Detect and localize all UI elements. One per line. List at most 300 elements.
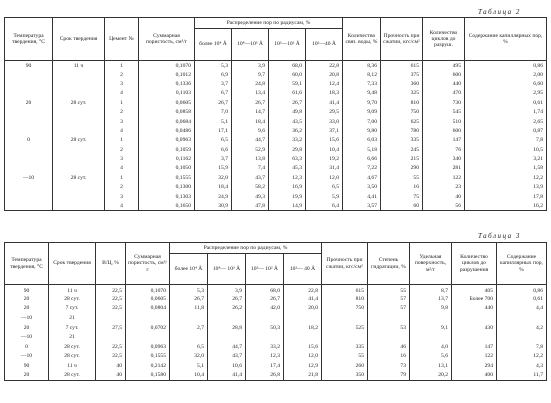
table-cell: 0,61	[465, 98, 547, 107]
table-cell	[322, 313, 368, 323]
table-row	[5, 126, 547, 135]
table-cell: 6,4	[306, 201, 343, 210]
table-cell: 58,2	[232, 183, 269, 192]
table-cell: 5,6	[410, 352, 452, 362]
table-cell: 20	[5, 294, 49, 304]
table-row	[5, 332, 547, 342]
table-cell: 9,7	[232, 70, 269, 79]
table-cell: 9,6	[232, 126, 269, 135]
table-cell: 1	[105, 98, 139, 107]
table-cell: 0,0804	[126, 304, 170, 314]
table-cell: 13,7	[410, 294, 452, 304]
table-cell: 0,1070	[139, 61, 195, 70]
table-cell	[497, 313, 547, 323]
table-cell: 21	[49, 313, 96, 323]
table-cell: 2	[105, 183, 139, 192]
table-cell: 8,12	[343, 70, 381, 79]
table-cell	[322, 332, 368, 342]
t3-h-temp: Температура твердения, °С	[5, 243, 49, 285]
table-cell: 12,0	[306, 173, 343, 182]
table-row	[5, 107, 547, 116]
table-row	[5, 89, 547, 98]
table-cell: 20	[5, 371, 49, 381]
table-row	[5, 98, 547, 107]
t2-h-bound-water: Количество связ. воды, %	[343, 18, 381, 61]
table-cell: 40	[423, 192, 465, 201]
table-cell: 60,0	[269, 70, 306, 79]
table-cell: 2	[105, 70, 139, 79]
table-cell: 17,8	[465, 192, 547, 201]
table-cell: 9,09	[343, 107, 381, 116]
table-cell: 1	[105, 173, 139, 182]
table-cell: 55	[322, 352, 368, 362]
table-cell: 8,36	[343, 61, 381, 70]
table3-caption: Таблица 3	[478, 232, 521, 240]
table-cell: 19,2	[306, 154, 343, 163]
table-cell: 28 сут.	[53, 136, 105, 145]
table-cell: 18,3	[306, 89, 343, 98]
t2-h-capillary: Содержание капиллярных пор, %	[465, 18, 547, 61]
table-cell: 26,7	[208, 294, 246, 304]
t3-h-surface: Удельная поверхность, м²/г	[410, 243, 452, 285]
table-cell: 0,86	[497, 285, 547, 295]
table-cell: 4,4	[497, 304, 547, 314]
table-row	[5, 79, 547, 88]
table-cell: 122	[452, 352, 497, 362]
table-cell: 3	[105, 117, 139, 126]
table-cell: 15,9	[195, 164, 232, 173]
table-cell: 14,9	[269, 201, 306, 210]
table-cell: 7,0	[195, 107, 232, 116]
table-row	[5, 342, 547, 352]
table-cell: 3,57	[343, 201, 381, 210]
table-row	[5, 173, 547, 182]
table-cell	[5, 183, 53, 192]
table-cell	[53, 126, 105, 135]
table2	[4, 17, 547, 211]
table-cell	[368, 332, 410, 342]
table-cell: 0,1103	[139, 89, 195, 98]
table-cell: 350	[322, 371, 368, 381]
table-cell	[208, 332, 246, 342]
table-cell: 600	[423, 126, 465, 135]
t2-h-temp: Температура твердения, °С	[5, 18, 53, 61]
table-cell: 26,7	[195, 98, 232, 107]
table-cell: 4	[105, 201, 139, 210]
table-cell: 3,21	[465, 154, 547, 163]
table-cell: 360	[381, 79, 423, 88]
table-cell: 0,0858	[139, 107, 195, 116]
table-cell: 5,3	[170, 285, 208, 295]
table-cell: 0,1336	[139, 79, 195, 88]
table-cell: 2,00	[465, 70, 547, 79]
table-cell: 13,4	[232, 89, 269, 98]
table-cell	[53, 70, 105, 79]
table-cell: 810	[322, 294, 368, 304]
table-cell: 55	[368, 285, 410, 295]
table-cell: 11,7	[497, 371, 547, 381]
table-cell: 16,2	[465, 201, 547, 210]
table-cell: 7 сут.	[49, 304, 96, 314]
t3-h-bc: В/Ц, %	[96, 243, 126, 285]
t2-h-strength: Прочность при сжатии, кгс/см²	[381, 18, 423, 61]
table-cell: 245	[381, 145, 423, 154]
table-cell: 5,9	[306, 192, 343, 201]
table-cell: 20,0	[284, 304, 322, 314]
table-cell: 3	[105, 79, 139, 88]
table-cell: 2,7	[170, 323, 208, 333]
table-cell: 9,70	[343, 98, 381, 107]
table-row	[5, 145, 547, 154]
table-cell: 37,1	[306, 126, 343, 135]
table-cell: 7 сут.	[49, 323, 96, 333]
t3-h-b1: более 10⁴ Å	[170, 254, 208, 285]
table-cell: 2	[105, 107, 139, 116]
table-cell	[5, 164, 53, 173]
table-cell: 22,8	[306, 61, 343, 70]
table-row	[5, 285, 547, 295]
table-cell	[53, 79, 105, 88]
table-cell: 1	[105, 61, 139, 70]
t2-h-b2: 10⁴—10³ Å	[232, 29, 269, 61]
table-cell: 26,7	[170, 294, 208, 304]
table-cell: 6,5	[170, 342, 208, 352]
table-row	[5, 294, 547, 304]
table-cell: 0,1162	[139, 154, 195, 163]
table-cell: 29,8	[269, 145, 306, 154]
table-cell: 53	[368, 323, 410, 333]
table-cell: 0,2142	[126, 361, 170, 371]
table-cell: 11 ч	[53, 61, 105, 70]
table-row	[5, 154, 547, 163]
table-cell: 7,00	[343, 117, 381, 126]
table-cell: 20	[5, 323, 49, 333]
table-cell: 90	[5, 285, 49, 295]
table-cell: 16,9	[269, 183, 306, 192]
table-cell: 60	[381, 201, 423, 210]
table-cell	[5, 117, 53, 126]
table-cell: 0,0605	[139, 98, 195, 107]
table3	[4, 242, 547, 381]
table-row	[5, 136, 547, 145]
table-cell: 4	[105, 89, 139, 98]
table-cell: 10,5	[465, 145, 547, 154]
table-cell	[368, 313, 410, 323]
table-cell: 600	[423, 70, 465, 79]
table-cell: 4,41	[343, 192, 381, 201]
table-cell: 12,2	[497, 352, 547, 362]
table-cell: 281	[423, 164, 465, 173]
table-cell: 12,3	[269, 173, 306, 182]
table-cell: 10,4	[306, 145, 343, 154]
table-cell: 6,5	[306, 183, 343, 192]
table-cell: 615	[322, 285, 368, 295]
table-cell: 22,8	[284, 285, 322, 295]
table-cell: 0,0963	[139, 136, 195, 145]
table-cell: 430	[452, 323, 497, 333]
table-cell: 9,1	[410, 323, 452, 333]
table-cell: 340	[423, 154, 465, 163]
table-cell: 7,22	[343, 164, 381, 173]
table-cell: —10	[5, 173, 53, 182]
table-cell: 0,1555	[139, 173, 195, 182]
t3-h-b2: 10⁴— 10³ Å	[208, 254, 246, 285]
table-cell: 68,0	[269, 61, 306, 70]
t2-h-porosity: Суммарная пористость, см³/г	[139, 18, 195, 61]
table-cell: 5,1	[195, 117, 232, 126]
table-cell: 750	[381, 107, 423, 116]
table-cell: 16	[381, 183, 423, 192]
table-cell: 4,67	[343, 173, 381, 182]
table2-header	[5, 18, 547, 61]
table-cell: 5,3	[195, 61, 232, 70]
table-cell: 0,0486	[139, 126, 195, 135]
table-cell: 730	[423, 98, 465, 107]
table-cell: 290	[381, 164, 423, 173]
table-cell: 22,5	[96, 342, 126, 352]
table-row	[5, 201, 547, 210]
table-cell: 5,18	[343, 145, 381, 154]
table-cell: 55	[381, 173, 423, 182]
table-cell: 28 сут.	[53, 173, 105, 182]
table-cell	[126, 313, 170, 323]
table-cell: 9,48	[343, 89, 381, 98]
table-cell: 13,1	[410, 361, 452, 371]
table-cell: 24,8	[232, 79, 269, 88]
table-cell: 16	[368, 352, 410, 362]
table-cell: 26,8	[246, 371, 284, 381]
table-cell: 22,5	[96, 285, 126, 295]
table-cell: 8,7	[410, 285, 452, 295]
table-cell	[53, 117, 105, 126]
table-cell: 28 сут.	[49, 352, 96, 362]
table-cell: 3	[105, 192, 139, 201]
table-cell: 18,4	[195, 183, 232, 192]
table-cell: 0,1555	[126, 352, 170, 362]
table-cell: 12,3	[246, 352, 284, 362]
t2-h-b4: 10²—40 Å	[306, 29, 343, 61]
table-row	[5, 183, 547, 192]
table-cell: 4	[105, 126, 139, 135]
table-cell: 4,2	[497, 323, 547, 333]
table-cell: 41,4	[306, 98, 343, 107]
table-cell: 0,1050	[139, 164, 195, 173]
table-cell: 2	[105, 145, 139, 154]
table-row	[5, 323, 547, 333]
table-cell: 3,9	[232, 61, 269, 70]
table-cell: 0,86	[465, 61, 547, 70]
table-cell: 32,0	[195, 173, 232, 182]
table2-caption: Таблица 2	[478, 8, 521, 16]
table-row	[5, 117, 547, 126]
table-cell: 440	[452, 304, 497, 314]
table-cell: 68,0	[246, 285, 284, 295]
table-cell: 12,2	[465, 173, 547, 182]
table-cell: 147	[452, 342, 497, 352]
table-cell	[208, 313, 246, 323]
table-cell: 13,8	[232, 154, 269, 163]
table-cell: 0,1650	[139, 201, 195, 210]
table-cell: 13,9	[465, 183, 547, 192]
t3-h-b3: 10³— 10² Å	[246, 254, 284, 285]
table-cell: 122	[423, 173, 465, 182]
table-cell: 26,7	[232, 98, 269, 107]
table-cell: 20,8	[306, 70, 343, 79]
table-cell: 0,1300	[139, 183, 195, 192]
table-cell: 36,2	[269, 126, 306, 135]
table-row	[5, 304, 547, 314]
table-cell: 147	[423, 136, 465, 145]
table-cell: 4,0	[410, 342, 452, 352]
table-cell: 59,1	[269, 79, 306, 88]
table-cell	[53, 192, 105, 201]
table3-body	[5, 285, 547, 381]
table-cell: 49,3	[232, 192, 269, 201]
table-cell	[53, 201, 105, 210]
table-cell	[53, 145, 105, 154]
table-cell: 17,4	[246, 361, 284, 371]
table-cell: 29,5	[306, 107, 343, 116]
table-cell: 470	[423, 89, 465, 98]
table-cell: 90	[5, 361, 49, 371]
table-cell: 0,0605	[126, 294, 170, 304]
table-cell: 6,9	[195, 70, 232, 79]
table-cell: 20,2	[410, 371, 452, 381]
table-cell: 61,6	[269, 89, 306, 98]
table-cell: —10	[5, 332, 49, 342]
t3-h-time: Срок твердения	[49, 243, 96, 285]
table-cell: 11 ч	[49, 285, 96, 295]
t3-h-hydration: Степень гидратации, %	[368, 243, 410, 285]
table-cell: 0,1580	[126, 371, 170, 381]
table-cell: 21	[49, 332, 96, 342]
table-cell: 46	[368, 342, 410, 352]
table-cell: 22,5	[96, 352, 126, 362]
t2-h-b1: более 10⁴ Å	[195, 29, 232, 61]
table-cell: 0,0963	[126, 342, 170, 352]
table-cell: 30,9	[195, 201, 232, 210]
table-row	[5, 192, 547, 201]
table-cell: 41,4	[284, 294, 322, 304]
table-cell: 625	[381, 117, 423, 126]
table-cell: 43,7	[232, 173, 269, 182]
table-cell: 14,7	[232, 107, 269, 116]
table-cell: 6,60	[465, 79, 547, 88]
table-cell: 375	[381, 70, 423, 79]
table-cell: 26,2	[208, 304, 246, 314]
table-cell: 1	[105, 136, 139, 145]
table-cell	[410, 313, 452, 323]
table-cell: 0	[5, 136, 53, 145]
table-cell: 24,9	[195, 192, 232, 201]
table-cell: 0,1070	[126, 285, 170, 295]
table-cell	[5, 126, 53, 135]
table-cell: 4,3	[497, 361, 547, 371]
table-cell: 2,95	[465, 89, 547, 98]
table-cell: —10	[5, 313, 49, 323]
t2-h-cement: Цемент №	[105, 18, 139, 61]
table-cell: 23	[423, 183, 465, 192]
table-cell: 33,2	[269, 136, 306, 145]
t2-h-dist-group: Распределение пор по радиусам, %	[195, 18, 343, 29]
table-cell: 7,4	[232, 164, 269, 173]
table-cell	[410, 332, 452, 342]
table-cell	[5, 201, 53, 210]
table2-body	[5, 61, 547, 211]
table-cell: 90	[5, 61, 53, 70]
table-cell: 440	[423, 79, 465, 88]
table-cell: 0	[5, 342, 49, 352]
table-cell: 26,7	[269, 98, 306, 107]
table-cell: 20	[5, 304, 49, 314]
table-cell: 495	[423, 61, 465, 70]
table-cell: 49,8	[269, 107, 306, 116]
table-cell: 40	[96, 361, 126, 371]
table-cell: 41,4	[208, 371, 246, 381]
table-cell	[5, 107, 53, 116]
table-cell: 7,33	[343, 79, 381, 88]
table-cell: 9,8	[410, 304, 452, 314]
table-cell: 6,6	[195, 145, 232, 154]
table-cell: 73	[368, 361, 410, 371]
table-cell	[497, 332, 547, 342]
table-cell: 12,4	[306, 79, 343, 88]
table-cell: 15,6	[284, 342, 322, 352]
table-row	[5, 61, 547, 70]
table-cell: 615	[381, 61, 423, 70]
table-cell: —10	[5, 352, 49, 362]
table-cell: 545	[423, 107, 465, 116]
t3-h-cycles: Количество циклов до разрушения	[452, 243, 497, 285]
table-cell	[5, 70, 53, 79]
table-row	[5, 361, 547, 371]
table-cell: 510	[423, 117, 465, 126]
table-cell: 10,4	[170, 371, 208, 381]
table-cell: 0,87	[465, 126, 547, 135]
table-cell: 0,1059	[139, 145, 195, 154]
table-row	[5, 313, 547, 323]
table-cell: 11 ч	[49, 361, 96, 371]
table-cell: 0,61	[497, 294, 547, 304]
table-cell	[5, 192, 53, 201]
table-cell: 9,80	[343, 126, 381, 135]
table-cell	[284, 313, 322, 323]
table-cell: 28 сут.	[49, 294, 96, 304]
table-cell: 40	[96, 371, 126, 381]
table-cell	[170, 332, 208, 342]
table-cell: 10,6	[208, 361, 246, 371]
t3-h-b4: 10²— 40 Å	[284, 254, 322, 285]
table-cell: 28 сут.	[53, 98, 105, 107]
table-cell: 76	[423, 145, 465, 154]
table-cell	[5, 145, 53, 154]
table-cell: 18,4	[232, 117, 269, 126]
table-cell: 1,58	[465, 164, 547, 173]
table-cell	[246, 313, 284, 323]
table-cell: 11,8	[170, 304, 208, 314]
table-cell: 3,50	[343, 183, 381, 192]
table-cell: 0,0702	[126, 323, 170, 333]
table-cell: 4	[105, 164, 139, 173]
table-cell: 5,1	[170, 361, 208, 371]
table-cell: 12,9	[284, 361, 322, 371]
table-cell: 44,7	[208, 342, 246, 352]
table-cell: 28,8	[208, 323, 246, 333]
table-cell: 7,8	[497, 342, 547, 352]
table-cell: 57	[368, 294, 410, 304]
t3-h-porosity: Суммарная пористость, см³/г	[126, 243, 170, 285]
table-cell: 22,5	[96, 304, 126, 314]
